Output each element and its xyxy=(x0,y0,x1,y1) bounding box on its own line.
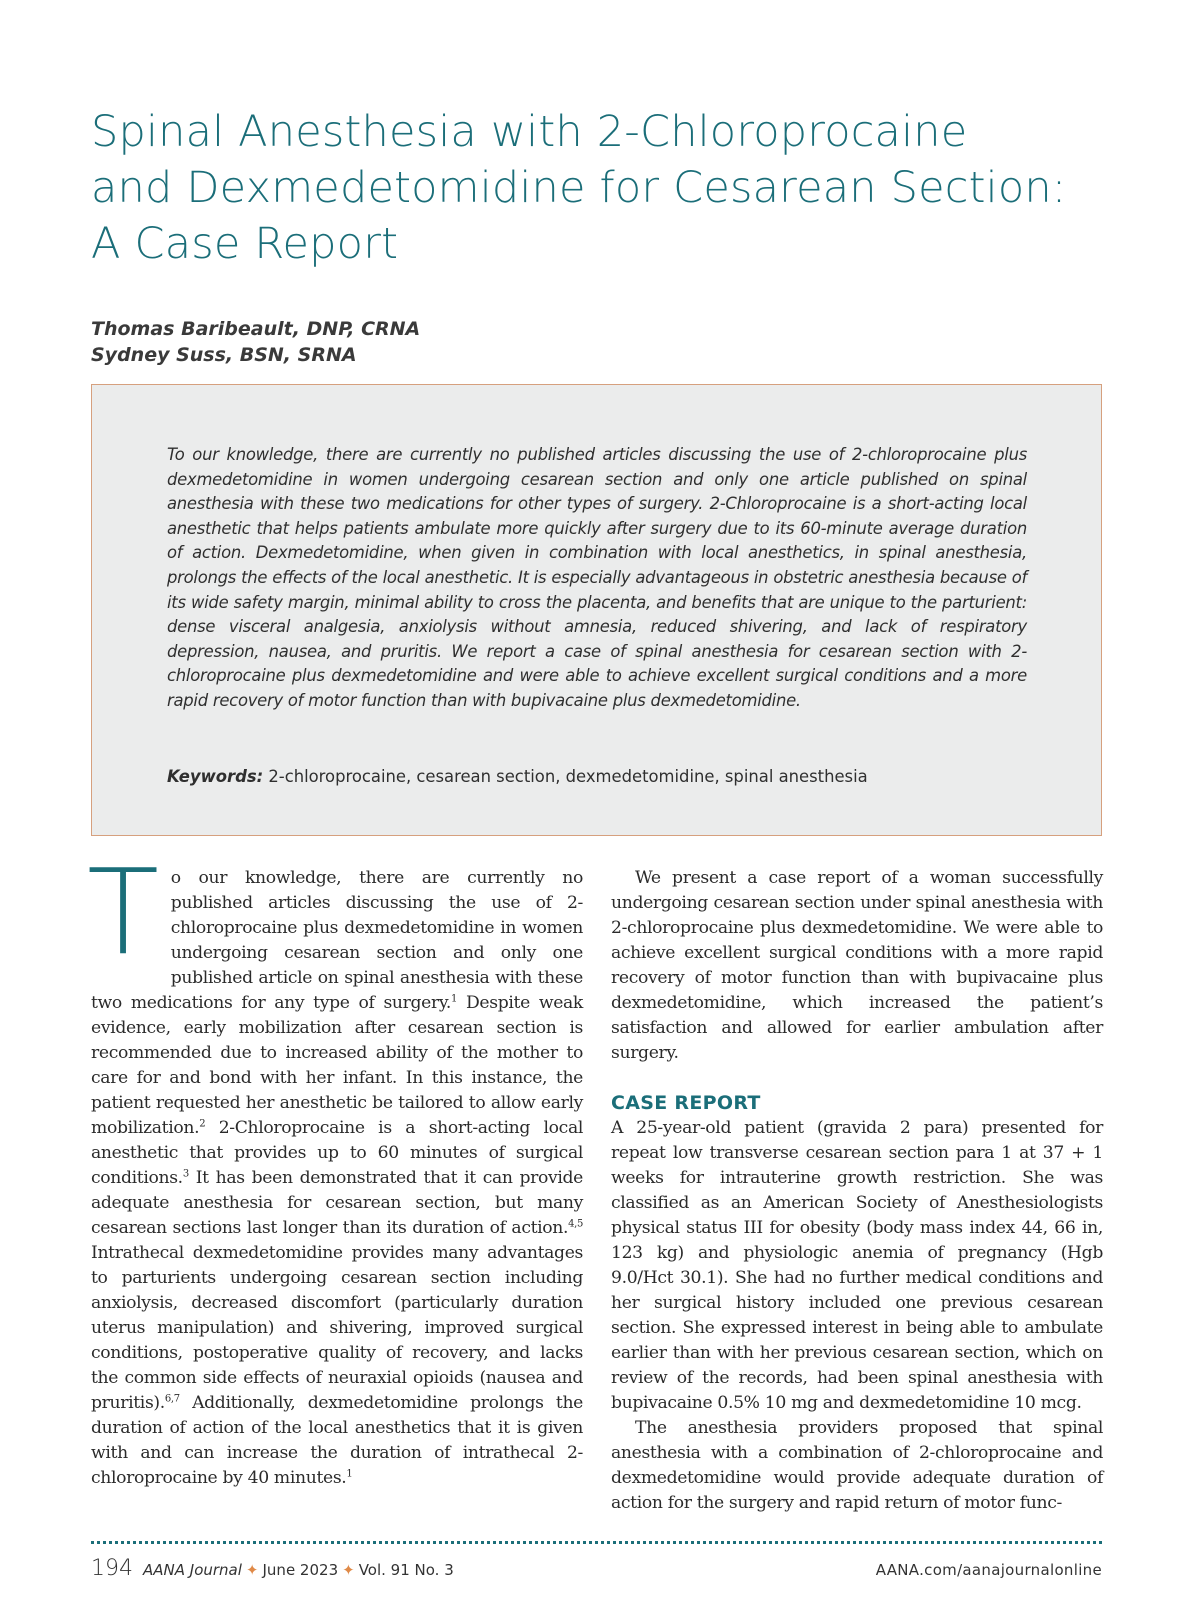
keywords-label: Keywords: xyxy=(167,767,264,786)
page-number: 194 xyxy=(91,1556,133,1581)
reference-superscript: 2 xyxy=(199,1118,206,1130)
title-line-2: and Dexmedetomidine for Cesarean Section: xyxy=(91,163,1067,213)
section-heading-case-report: CASE REPORT xyxy=(611,1092,761,1114)
drop-cap: T xyxy=(87,843,159,981)
title-line-3: A Case Report xyxy=(91,219,399,269)
keywords-text: 2-chloroprocaine, cesarean section, dexmedetomidine, spinal anesthesia xyxy=(263,767,868,786)
keywords xyxy=(167,765,1047,789)
intro-paragraph xyxy=(87,843,583,1491)
reference-superscript: 3 xyxy=(182,1168,189,1180)
author-1: Thomas Baribeault, DNP, CRNA xyxy=(91,318,421,340)
reference-superscript: 6,7 xyxy=(164,1393,180,1405)
case-intro-paragraph: We present a case report of a woman successfully undergoing cesarean section under spinal anesthesia with 2-chloroprocaine plus dexmedetomidine. We were able to achieve excellent surgical conditions with a more rapid recovery of motor function than with bupivacaine plus dexmedetomidine, which increased the patient’s satisfaction and allowed for earlier ambulation after surgery. xyxy=(611,868,1103,1063)
abstract-text: To our knowledge, there are currently no published articles discussing the use of 2-chloroprocaine plus dexmedetomidine in women undergoing cesarean section and only one article published on spinal anesthesia with these two medications for other types of surgery. 2-Chloroprocaine is a short-acting local anesthetic that helps patients ambulate more quickly after surgery due to its 60-minute average duration of action. Dexmedetomidine, when given in combination with local anesthetics, in spinal anesthesia, prolongs the effects of the local anesthetic. It is especially advantageous in obstetric anesthesia because of its wide safety margin, minimal ability to cross the placenta, and benefits that are unique to the parturient: dense visceral analgesia, anxiolysis without amnesia, reduced shivering, and lack of respiratory depression, nausea, and pruritis. We report a case of spinal anesthesia for cesarean section with 2-chloroprocaine plus dexmedetomidine and were able to achieve excellent surgical conditions and a more rapid recovery of motor function than with bupivacaine plus dexmedetomidine. xyxy=(167,445,1027,710)
reference-superscript: 4,5 xyxy=(568,1218,583,1230)
author-list xyxy=(91,316,420,368)
separator-icon: ✦ xyxy=(342,1561,355,1579)
case-paragraph-2: The anesthesia providers proposed that spinal anesthesia with a combination of 2-chloroprocaine and dexmedetomidine would provide adequate duration of action for the surgery and rapid return of motor func- xyxy=(611,1418,1103,1513)
body-column-right xyxy=(611,866,1103,1516)
journal-name: AANA Journal xyxy=(143,1561,242,1579)
abstract-box xyxy=(91,384,1102,836)
intro-text-4: It has been demonstrated that it can provide adequate anesthesia for cesarean section, but many cesarean sections last longer than its duration of action. xyxy=(91,1168,583,1238)
volume-issue: Vol. 91 No. 3 xyxy=(358,1561,454,1579)
intro-text-6: Additionally, dexmedetomidine prolongs the duration of action of the local anesthetics that it is given with and can increase the duration of intrathecal 2-chloroprocaine by 40 minutes. xyxy=(91,1393,583,1488)
issue-date: June 2023 xyxy=(262,1561,339,1579)
reference-superscript: 1 xyxy=(346,1468,353,1480)
body-column-left xyxy=(87,843,583,1491)
footer-divider xyxy=(91,1541,1102,1544)
intro-text-5: Intrathecal dexmedetomidine provides many advantages to parturients undergoing cesarean section including anxiolysis, decreased discomfort (particularly duration uterus manipulation) and shivering, improved surgical conditions, postoperative quality of recovery, and lacks the common side effects of neuraxial opioids (nausea and pruritis). xyxy=(91,1243,583,1413)
separator-icon: ✦ xyxy=(245,1561,259,1579)
case-paragraph-1: A 25-year-old patient (gravida 2 para) presented for repeat low transverse cesarean section para 1 at 37 + 1 weeks for intrauterine growth restriction. She was classified as an American Society of Anesthesiologists physical status III for obesity (body mass index 44, 66 in, 123 kg) and physiologic anemia of pregnancy (Hgb 9.0/Hct 30.1). She had no further medical conditions and her surgical history included one previous cesarean section. She expressed interest in being able to ambulate earlier than with her previous cesarean section, which on review of the records, had been spinal anesthesia with bupivacaine 0.5% 10 mg and dexmedetomidine 10 mcg. xyxy=(611,1118,1103,1413)
title-line-1: Spinal Anesthesia with 2-Chloroprocaine xyxy=(91,107,968,157)
intro-text-2: Despite weak evidence, early mobilization after cesarean section is recommended due to increased ability of the mother to care for and bond with her infant. In this instance, the patient requested her anesthetic be tailored to allow early mobilization. xyxy=(91,993,583,1138)
journal-website: AANA.com/aanajournalonline xyxy=(875,1561,1102,1579)
page-footer xyxy=(91,1555,1102,1585)
intro-text-1: o our knowledge, there are currently no published articles discussing the use of 2-chloroprocaine plus dexmedetomidine in women undergoing cesarean section and only one published article on spinal anesthesia with these two medications for any type of surgery. xyxy=(91,868,583,1013)
article-title xyxy=(91,104,1131,272)
reference-superscript: 1 xyxy=(451,993,458,1005)
intro-text-3: 2-Chloroprocaine is a short-acting local anesthetic that provides up to 60 minutes of surgical conditions. xyxy=(91,1118,583,1188)
journal-citation xyxy=(143,1560,454,1580)
author-2: Sydney Suss, BSN, SRNA xyxy=(91,344,357,366)
